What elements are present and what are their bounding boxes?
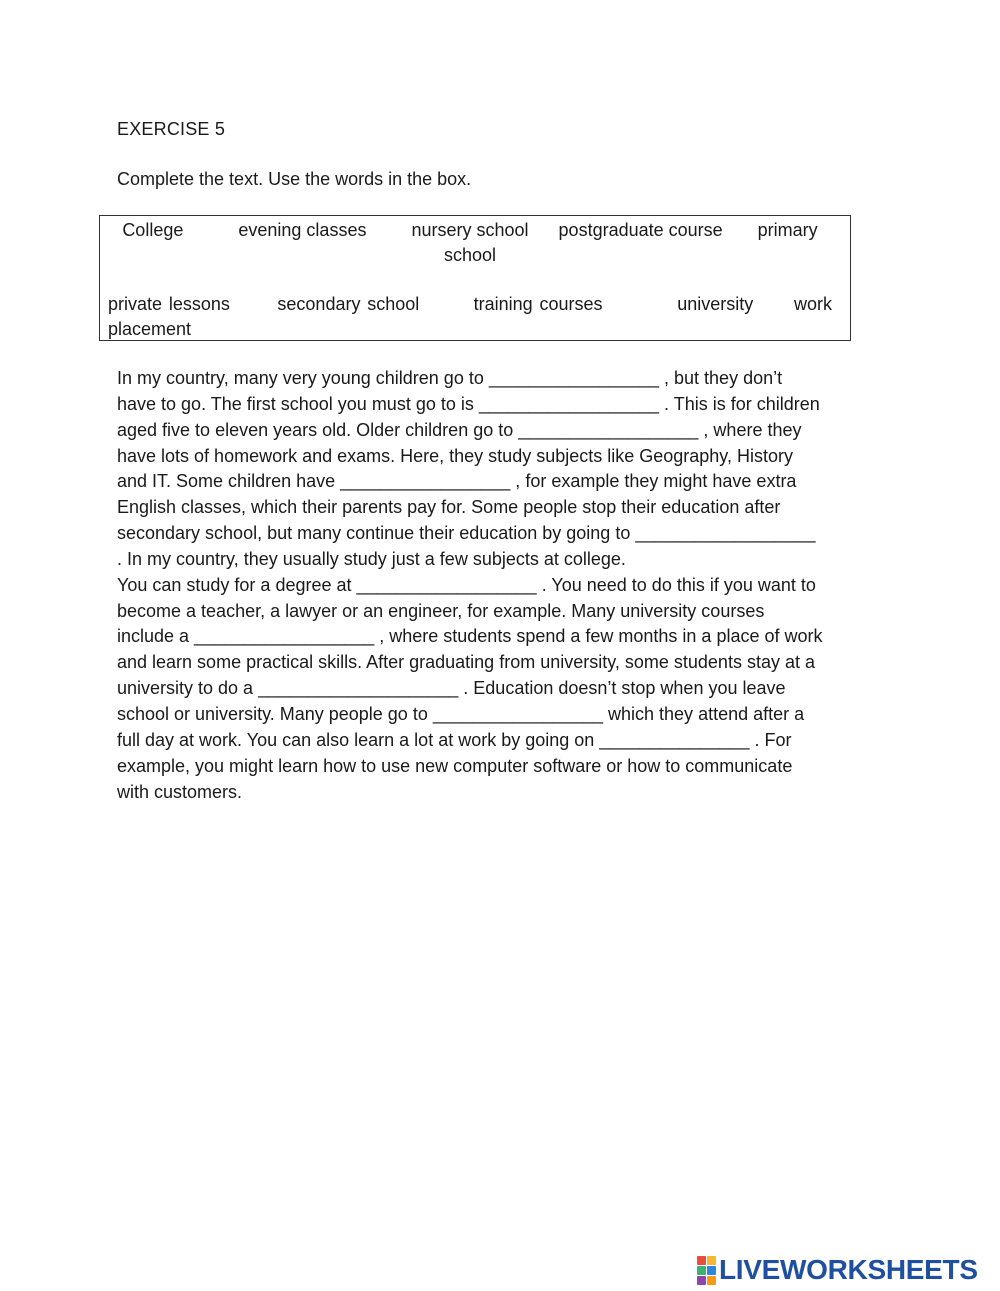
word-university: university	[677, 294, 754, 314]
passage-line: have lots of homework and exams. Here, they study subjects like Geography, History	[117, 445, 793, 466]
passage-line: example, you might learn how to use new computer software or how to communicate	[117, 755, 793, 776]
word-nursery-school: nursery school	[411, 220, 529, 240]
exercise-title: EXERCISE 5	[117, 119, 226, 139]
word-training-courses: training courses	[473, 294, 603, 314]
passage-line: full day at work. You can also learn a lot at work by going on _______________ . For	[117, 729, 792, 750]
logo-block	[697, 1276, 706, 1285]
passage-line: In my country, many very young children go to _________________ , but they don’t	[117, 368, 783, 388]
word-box-row-2	[108, 292, 832, 342]
logo-blocks-icon	[697, 1256, 716, 1285]
word-postgraduate-course: postgraduate course	[558, 220, 723, 240]
passage-line: and learn some practical skills. After graduating from university, some students stay at a	[117, 652, 815, 673]
passage-line: include a __________________ , where students spend a few months in a place of work	[117, 626, 823, 647]
word-private-lessons: private lessons	[108, 294, 230, 314]
passage-line: . In my country, they usually study just a few subjects at college.	[117, 548, 626, 569]
logo-text: LIVEWORKSHEETS	[719, 1254, 978, 1285]
word-box	[99, 215, 851, 341]
logo-block	[707, 1276, 716, 1285]
passage-line: You can study for a degree at __________________ . You need to do this if you want to	[117, 574, 816, 595]
passage-line: English classes, which their parents pay for. Some people stop their education after	[117, 497, 781, 518]
passage-line: have to go. The first school you must go to is __________________ . This is for children	[117, 393, 820, 414]
word-secondary-school: secondary school	[277, 294, 420, 314]
passage-line: university to do a ____________________ . Education doesn’t stop when you leave	[117, 678, 786, 699]
passage-line: with customers.	[117, 781, 243, 802]
logo-block	[697, 1266, 706, 1275]
liveworksheets-logo[interactable]	[697, 1255, 978, 1285]
passage-text	[117, 366, 883, 805]
passage-line: school or university. Many people go to _________________ which they attend after a	[117, 703, 805, 724]
passage-line: aged five to eleven years old. Older children go to __________________ , where they	[117, 419, 802, 440]
passage-line: secondary school, but many continue their education by going to __________________	[117, 523, 816, 544]
logo-block	[707, 1256, 716, 1265]
word-college: College	[122, 220, 184, 240]
word-evening-classes: evening classes	[238, 220, 367, 240]
word-primary-school: primary school	[443, 220, 818, 265]
passage-line: become a teacher, a lawyer or an engineer, for example. Many university courses	[117, 600, 765, 621]
passage-line: and IT. Some children have _________________ , for example they might have extra	[117, 471, 797, 492]
instruction-text: Complete the text. Use the words in the box.	[117, 169, 472, 189]
word-box-row-1	[108, 218, 832, 268]
logo-block	[697, 1256, 706, 1265]
word-work-placement: work placement	[108, 294, 832, 339]
logo-block	[707, 1266, 716, 1275]
